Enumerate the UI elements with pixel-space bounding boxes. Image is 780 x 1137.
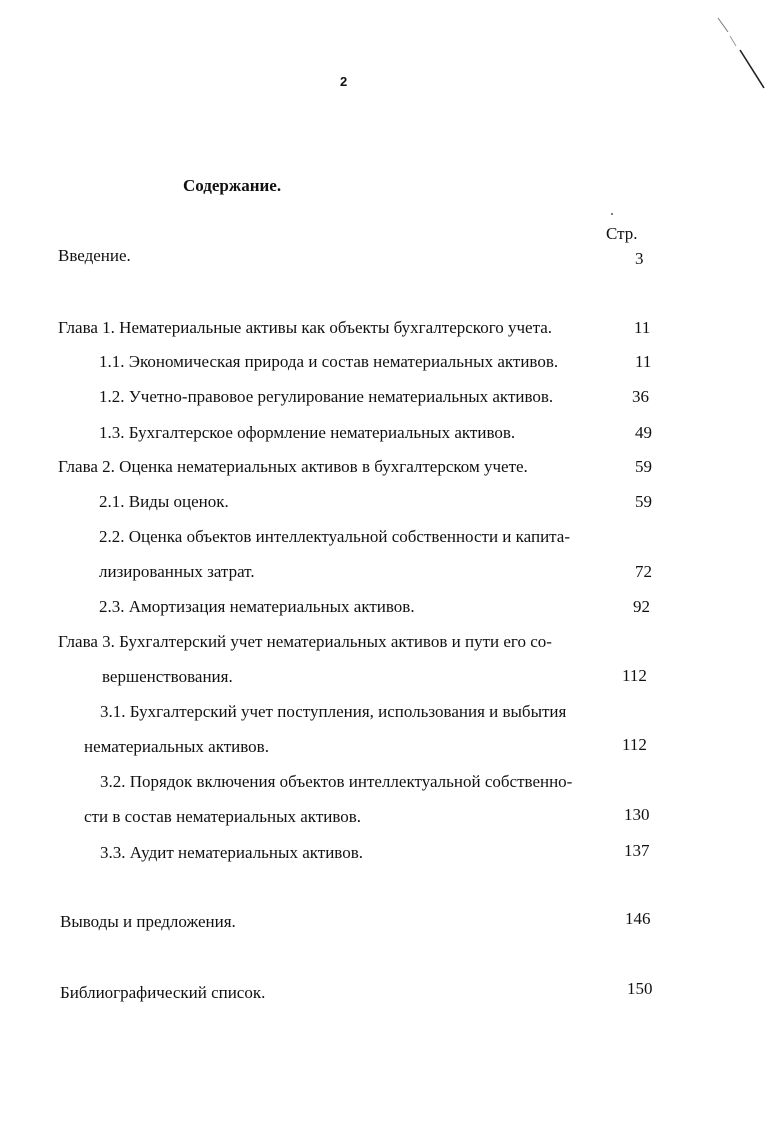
toc-entry-2-2-continued: лизированных затрат. bbox=[99, 562, 255, 581]
toc-page-2-1: 59 bbox=[635, 492, 652, 511]
toc-entry-1-1: 1.1. Экономическая природа и состав нематериальных активов. bbox=[99, 352, 559, 371]
toc-page-chapter-2: 59 bbox=[635, 457, 652, 476]
toc-entry-3-3: 3.3. Аудит нематериальных активов. bbox=[100, 843, 363, 862]
toc-page-chapter-3: 112 bbox=[622, 666, 647, 685]
toc-entry-chapter-2: Глава 2. Оценка нематериальных активов в бухгалтерском учете. bbox=[58, 457, 528, 476]
toc-page-conclusions: 146 bbox=[625, 909, 651, 928]
toc-entry-2-3: 2.3. Амортизация нематериальных активов. bbox=[99, 597, 415, 616]
toc-page-1-2: 36 bbox=[632, 387, 649, 406]
toc-page-1-1: 11 bbox=[635, 352, 652, 371]
toc-entry-1-3: 1.3. Бухгалтерское оформление нематериальных активов. bbox=[99, 423, 516, 442]
page-number: 2 bbox=[340, 74, 348, 89]
toc-entry-2-2: 2.2. Оценка объектов интеллектуальной собственности и капита- bbox=[99, 527, 571, 546]
toc-page-chapter-1: 11 bbox=[634, 318, 651, 337]
toc-entry-intro: Введение. bbox=[58, 246, 131, 265]
toc-entry-2-1: 2.1. Виды оценок. bbox=[99, 492, 229, 511]
toc-page-2-3: 92 bbox=[633, 597, 650, 616]
toc-entry-bibliography: Библиографический список. bbox=[60, 983, 266, 1002]
toc-page-3-3: 137 bbox=[624, 841, 650, 860]
page-title: Содержание. bbox=[183, 176, 282, 195]
toc-page-intro: 3 bbox=[635, 249, 644, 268]
toc-page-3-2: 130 bbox=[624, 805, 650, 824]
page-column-label: Стр. bbox=[606, 224, 638, 243]
toc-page-1-3: 49 bbox=[635, 423, 652, 442]
toc-page-3-1: 112 bbox=[622, 735, 647, 754]
toc-entry-3-2: 3.2. Порядок включения объектов интеллектуальной собственно- bbox=[100, 772, 573, 791]
toc-entry-3-1-continued: нематериальных активов. bbox=[84, 737, 269, 756]
toc-entry-3-1: 3.1. Бухгалтерский учет поступления, использования и выбытия bbox=[100, 702, 567, 721]
scan-artifact-line bbox=[700, 0, 780, 100]
toc-page-2-2: 72 bbox=[635, 562, 652, 581]
toc-entry-chapter-3: Глава 3. Бухгалтерский учет нематериальных активов и пути его со- bbox=[58, 632, 552, 651]
toc-entry-chapter-3-continued: вершенствования. bbox=[102, 667, 233, 686]
toc-entry-chapter-1: Глава 1. Нематериальные активы как объекты бухгалтерского учета. bbox=[58, 318, 553, 337]
scan-speck bbox=[611, 213, 613, 215]
toc-entry-3-2-continued: сти в состав нематериальных активов. bbox=[84, 807, 362, 826]
toc-entry-conclusions: Выводы и предложения. bbox=[60, 912, 236, 931]
toc-page-bibliography: 150 bbox=[627, 979, 653, 998]
toc-entry-1-2: 1.2. Учетно-правовое регулирование нематериальных активов. bbox=[99, 387, 554, 406]
